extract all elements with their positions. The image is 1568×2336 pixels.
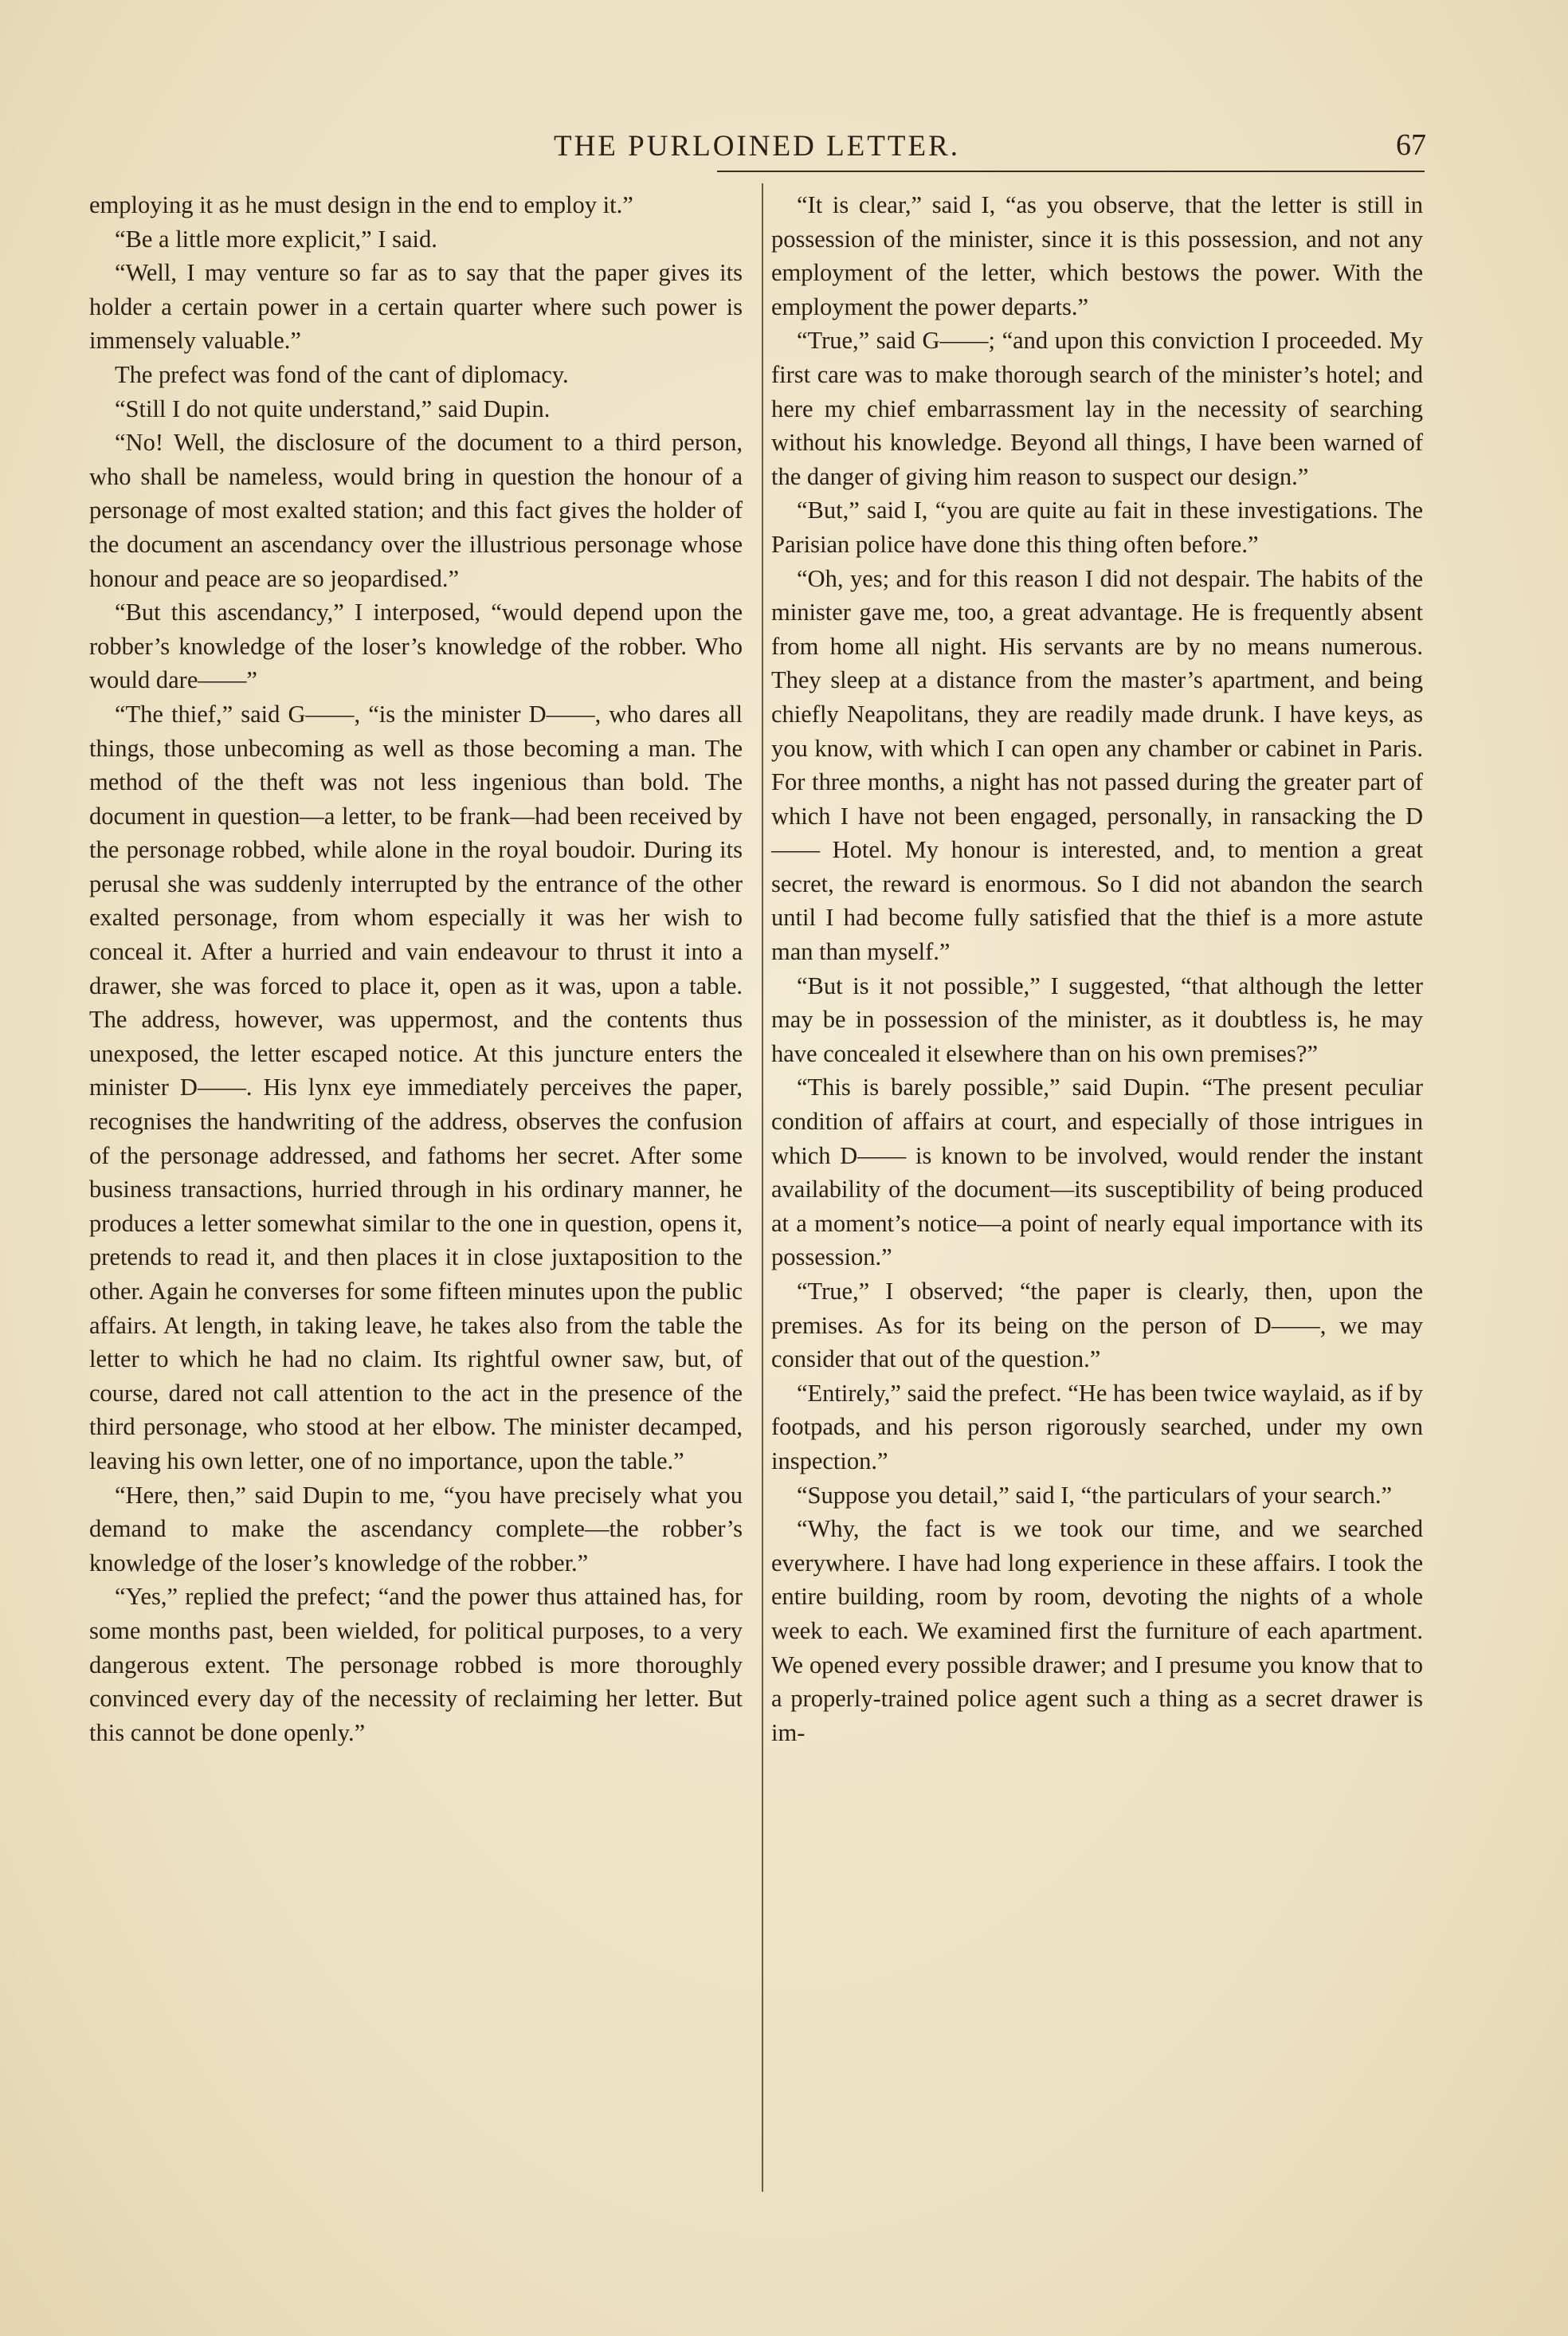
paragraph: “But is it not possible,” I suggested, “that although the letter may be in possession of the minister, as it doubtless is, he may have concealed it elsewhere than on his own premises?” bbox=[771, 972, 1423, 1067]
page-title: THE PURLOINED LETTER. bbox=[553, 130, 961, 163]
paragraph: “Still I do not quite understand,” said Dupin. bbox=[115, 395, 551, 422]
paragraph: “This is barely possible,” said Dupin. “The present peculiar condition of affairs at court, and especially of those intrigues in which D—— is known to be involved, would render the instant availability of the document—its susceptibility of being produced at a moment’s notice—a point of nearly equal importance with its possession.” bbox=[771, 1074, 1423, 1271]
paragraph: “Oh, yes; and for this reason I did not despair. The habits of the minister gave me, too, a great advantage. He is frequently absent from home all night. His servants are by no means numerous. They sleep at a distance from the master’s apartment, and being chiefly Neapolitans, they are readily made drunk. I have keys, as you know, with which I can open any chamber or cabinet in Paris. For three months, a night has not passed during the greater part of which I have not been engaged, personally, in ransacking the D—— Hotel. My honour is interested, and, to mention a great secret, the reward is enormous. So I did not abandon the search until I had become fully satisfied that the thief is a more astute man than myself.” bbox=[771, 564, 1423, 966]
paragraph: “Well, I may venture so far as to say that the paper gives its holder a certain power in a certain quarter where such power is immensely valuable.” bbox=[89, 259, 743, 355]
paragraph: “Be a little more explicit,” I said. bbox=[115, 225, 437, 253]
right-column bbox=[771, 188, 1423, 1749]
header-rule bbox=[717, 171, 1425, 172]
paragraph: “The thief,” said G——, “is the minister D——, who dares all things, those unbecoming as well as those becoming a man. The method of the theft was not less ingenious than bold. The document in question—a letter, to be frank—had been received by the personage robbed, while alone in the royal boudoir. During its perusal she was suddenly interrupted by the entrance of the other exalted personage, from whom especially it was her wish to conceal it. After a hurried and vain endeavour to thrust it into a drawer, she was forced to place it, open as it was, upon a table. The address, however, was uppermost, and the contents thus unexposed, the letter escaped notice. At this juncture enters the minister D——. His lynx eye immediately perceives the paper, recognises the handwriting of the address, observes the confusion of the personage addressed, and fathoms her secret. After some business transactions, hurried through in his ordinary manner, he produces a letter somewhat similar to the one in question, opens it, pretends to read it, and then places it in close juxtaposition to the other. Again he converses for some fifteen minutes upon the public affairs. At length, in taking leave, he takes also from the table the letter to which he had no claim. Its rightful owner saw, but, of course, dared not call attention to the act in the presence of the third personage, who stood at her elbow. The minister decamped, leaving his own letter, one of no importance, upon the table.” bbox=[89, 700, 743, 1474]
paragraph: “Why, the fact is we took our time, and we searched everywhere. I have had long experience in these affairs. I took the entire building, room by room, devoting the nights of a whole week to each. We examined first the furniture of each apartment. We opened every possible drawer; and I presume you know that to a properly-trained police agent such a thing as a secret drawer is im- bbox=[771, 1515, 1423, 1746]
paragraph: “No! Well, the disclosure of the document to a third person, who shall be nameless, would bring in question the honour of a personage of most exalted station; and this fact gives the holder of the document an ascendancy over the illustrious personage whose honour and peace are so jeopardised.” bbox=[89, 429, 743, 592]
paragraph: “Suppose you detail,” said I, “the particulars of your search.” bbox=[797, 1481, 1392, 1509]
left-column bbox=[89, 188, 743, 1749]
paragraph: “Here, then,” said Dupin to me, “you have precisely what you demand to make the ascendancy complete—the robber’s knowledge of the loser’s knowledge of the robber.” bbox=[89, 1481, 743, 1576]
paragraph: “True,” said G——; “and upon this conviction I proceeded. My first care was to make thorough search of the minister’s hotel; and here my chief embarrassment lay in the necessity of searching without his knowledge. Beyond all things, I have been warned of the danger of giving him reason to suspect our design.” bbox=[771, 327, 1423, 490]
paragraph: “Yes,” replied the prefect; “and the power thus attained has, for some months past, been wielded, for political purposes, to a very dangerous extent. The personage robbed is more thoroughly convinced every day of the necessity of reclaiming her letter. But this cannot be done openly.” bbox=[89, 1583, 743, 1746]
paragraph: “It is clear,” said I, “as you observe, that the letter is still in possession of the minister, since it is this possession, and not any employment of the letter, which bestows the power. With the employment the power departs.” bbox=[771, 191, 1423, 320]
running-head bbox=[88, 124, 1426, 166]
paragraph: employing it as he must design in the end to employ it.” bbox=[89, 191, 633, 218]
page-number: 67 bbox=[1396, 128, 1426, 162]
column-divider bbox=[762, 183, 763, 2192]
paragraph: The prefect was fond of the cant of diplomacy. bbox=[115, 360, 569, 388]
paragraph: “But,” said I, “you are quite au fait in these investigations. The Parisian police have done this thing often before.” bbox=[771, 497, 1423, 558]
paragraph: “Entirely,” said the prefect. “He has been twice waylaid, as if by footpads, and his person rigorously searched, under my own inspection.” bbox=[771, 1379, 1423, 1474]
paragraph: “True,” I observed; “the paper is clearly, then, upon the premises. As for its being on the person of D——, we may consider that out of the question.” bbox=[771, 1278, 1423, 1373]
paragraph: “But this ascendancy,” I interposed, “would depend upon the robber’s knowledge of the loser’s knowledge of the robber. Who would dare——” bbox=[89, 599, 743, 694]
